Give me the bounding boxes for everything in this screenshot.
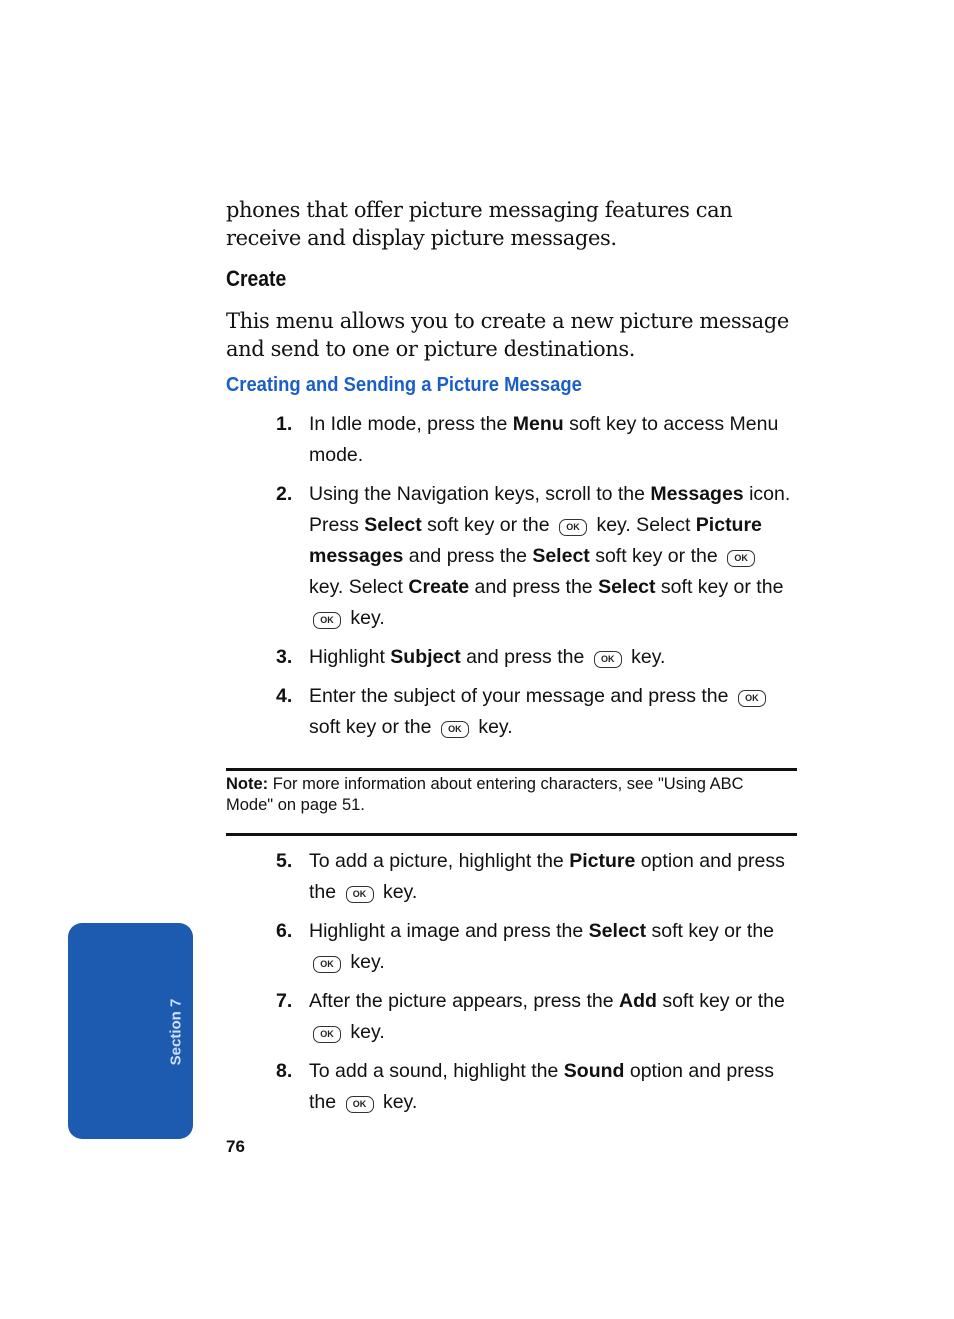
step-item bbox=[276, 1056, 798, 1118]
step-text: In Idle mode, press the Menu soft key to access Menu mode. bbox=[309, 413, 779, 466]
subheading: Creating and Sending a Picture Message bbox=[226, 374, 582, 396]
step-item bbox=[276, 986, 798, 1048]
step-number: 8. bbox=[276, 1060, 293, 1082]
section-tab-label: Section 7 bbox=[167, 998, 185, 1066]
ok-key-icon: OK bbox=[559, 519, 587, 536]
step-text: Using the Navigation keys, scroll to the Messages icon. Press Select soft key or the OK key. Select Picture messages and press the Select soft key or the OK key. Select Create and press the Select soft key or the OK key. bbox=[309, 483, 791, 629]
ok-key-icon: OK bbox=[313, 956, 341, 973]
ok-key-icon: OK bbox=[727, 550, 755, 567]
step-text: To add a picture, highlight the Picture option and press the OK key. bbox=[309, 850, 785, 903]
step-number: 1. bbox=[276, 413, 293, 435]
step-item bbox=[276, 642, 798, 673]
step-number: 5. bbox=[276, 850, 293, 872]
step-text: After the picture appears, press the Add soft key or the OK key. bbox=[309, 990, 785, 1043]
create-heading: Create bbox=[226, 266, 287, 291]
note-bottom-rule bbox=[226, 833, 797, 836]
step-number: 7. bbox=[276, 990, 293, 1012]
step-item bbox=[276, 409, 798, 471]
page-number: 76 bbox=[226, 1137, 245, 1156]
steps-list-b bbox=[276, 846, 798, 1126]
step-text: Highlight Subject and press the OK key. bbox=[309, 646, 666, 668]
step-item bbox=[276, 846, 798, 908]
note-box bbox=[226, 774, 786, 816]
ok-key-icon: OK bbox=[313, 1026, 341, 1043]
ok-key-icon: OK bbox=[313, 612, 341, 629]
step-text: To add a sound, highlight the Sound option and press the OK key. bbox=[309, 1060, 775, 1113]
ok-key-icon: OK bbox=[346, 886, 374, 903]
step-text: Highlight a image and press the Select soft key or the OK key. bbox=[309, 920, 775, 973]
step-number: 6. bbox=[276, 920, 293, 942]
step-item bbox=[276, 916, 798, 978]
step-number: 3. bbox=[276, 646, 293, 668]
note-label: Note: bbox=[226, 775, 269, 793]
steps-list-a bbox=[276, 409, 798, 751]
ok-key-icon: OK bbox=[594, 651, 622, 668]
note-top-rule bbox=[226, 768, 797, 771]
step-text: Enter the subject of your message and press the OK soft key or the OK key. bbox=[309, 681, 798, 743]
step-number: 2. bbox=[276, 483, 293, 505]
create-paragraph: This menu allows you to create a new picture message and send to one or picture destinations. bbox=[226, 309, 789, 361]
ok-key-icon: OK bbox=[346, 1096, 374, 1113]
step-number: 4. bbox=[276, 685, 293, 707]
ok-key-icon: OK bbox=[441, 721, 469, 738]
ok-key-icon: OK bbox=[738, 690, 766, 707]
note-text: For more information about entering characters, see "Using ABC Mode" on page 51. bbox=[226, 775, 744, 814]
step-item bbox=[276, 681, 798, 743]
step-item bbox=[276, 479, 798, 634]
intro-paragraph: phones that offer picture messaging features can receive and display picture messages. bbox=[226, 198, 733, 250]
